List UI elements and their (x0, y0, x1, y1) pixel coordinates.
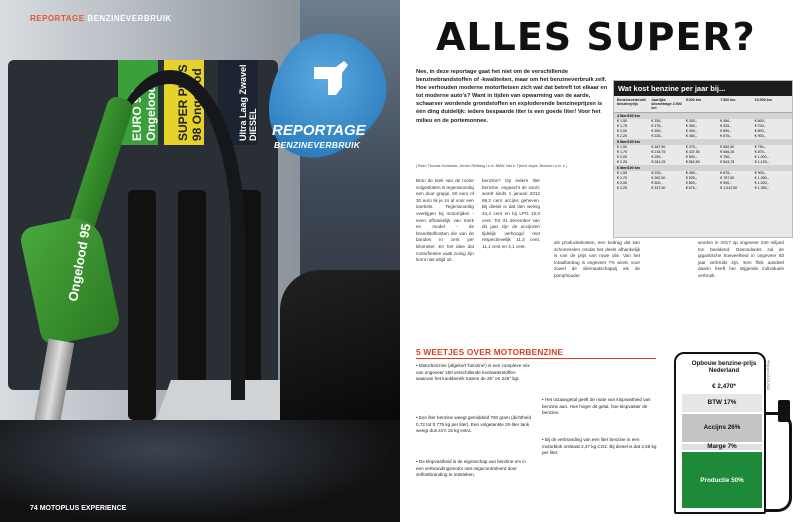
table-cell: € 225,- (651, 171, 663, 175)
reportage-badge (270, 32, 380, 182)
handle-label: Ongelood 95 (65, 222, 94, 303)
table-cell: € 1,75 (617, 150, 627, 154)
body-column: benzine? Op iedere liter benzine, ongeacht de soort, wordt sinds 1 januari 2012 69,2 cent accijns geheven. Bij diesel is dat tien weinig 43,4 cent en bij LPG 10,0 cent. Tot 31 december van dit jaar zijn de accijnzen tijdelijk verhoogd met respectievelijk 11,3 cent, 11,1 cent en 4,1 cent. (482, 178, 540, 249)
euro95-label: EURO 95 Ongelood (118, 60, 158, 145)
breakdown-segment: Accijns 26% (682, 414, 762, 442)
table-cell: € 800,- (754, 129, 766, 133)
table-cell: € 1.050,- (754, 176, 769, 180)
table-cell: € 175,- (651, 124, 663, 128)
table-cell: € 300,- (685, 119, 698, 123)
body-column: worden in 2017 op ongeveer 240 miljard ton beeldend. Desondanks zal de gigantische hoeveelheid in ongeveer 50 jaar verbruikt zijn. Een flink aandeel daarin heeft het stijgende individuele verbruik. (698, 240, 784, 278)
byline: (Tekst: Thomas Schneider, Jeroen Rietberg i.s.m. BMW, foto's: Tjeerd Jeppe, Bernard i.s.m. s.) (416, 164, 567, 168)
column-header: 10.000 km (754, 98, 772, 102)
table-cell: € 281,25 (651, 160, 666, 164)
table-cell: € 1.200,- (754, 181, 769, 185)
price-breakdown-graphic (674, 352, 794, 517)
fact-item: • Het octaangetal geeft de mate van klopvastheid van benzine aan. Hoe hoger dit getal, hoe klopvaster de benzine. (542, 397, 651, 416)
pump-outline (674, 352, 766, 514)
table-cell: € 900,- (754, 171, 766, 175)
table-cell: € 2,25 (617, 186, 627, 190)
table-cell: € 562,50 (720, 145, 735, 149)
table-section-label: 4 liter/100 km (614, 113, 792, 119)
table-cell: € 700,- (754, 124, 766, 128)
breakdown-segment: Marge 7% (682, 444, 762, 450)
table-cell: € 2,25 (617, 134, 627, 138)
fact-item: • De klopvastheid is de eigenschap van benzine om in een verbrandingsmotor niet ongecontroleerd door zelfontbranding te ontsteken. (416, 459, 526, 478)
facts-list (416, 363, 666, 513)
sidebar-title: 5 WEETJES OVER MOTORBENZINE (416, 347, 564, 357)
table-cell: € 1,50 (617, 145, 627, 149)
table-cell: € 875,- (754, 150, 766, 154)
table-cell: € 450,- (685, 171, 698, 175)
lede: Nee, in deze reportage gaat het niet om de verschillende benzinebrandstoffen of -kwaliteiten, maar om het benzineverbruik zelf. Hoe verhouden moderne motorfietsen zich wat dat betreft tot elkaar en tot moderne auto's? Want in tijden van opwarming van de aarde, schaarser wordende grondstoffen en exploderende benzineprijzen is één ding duidelijk: iedere bespaarde liter is een goede liter! Voor het milieu en de portemonnee. (416, 69, 608, 124)
table-cell: € 400,- (685, 129, 698, 133)
table-cell: € 1.012,50 (720, 186, 738, 190)
table-cell: € 787,50 (720, 176, 735, 180)
table-cell: € 450,- (685, 134, 698, 138)
table-cell: € 1.000,- (754, 155, 769, 159)
badge-subtitle: BENZINEVERBRUIK (274, 140, 361, 150)
table-row (614, 160, 792, 165)
table-cell: € 675,- (720, 171, 732, 175)
table-cell: € 1,75 (617, 176, 627, 180)
table-cell: € 300,- (651, 181, 663, 185)
column-header: Jaarlijks kilometrage 2.500 km (651, 98, 682, 110)
table-section-label: 5 liter/100 km (614, 139, 792, 145)
breakdown-title: Opbouw benzine-prijs Nederland (691, 360, 757, 374)
badge-title: REPORTAGE (272, 122, 366, 139)
table-header (614, 96, 792, 113)
table-cell: € 437,50 (685, 150, 700, 154)
table-cell: € 525,- (720, 124, 732, 128)
table-cell: € 187,50 (651, 145, 666, 149)
table-section-label: 6 liter/100 km (614, 165, 792, 171)
table-cell: € 600,- (754, 119, 766, 123)
body-columns (416, 178, 786, 338)
table-cell: € 2,00 (617, 181, 627, 185)
table-cell: € 1.350,- (754, 186, 769, 190)
table-cell: € 600,- (720, 129, 732, 133)
table-cell: € 900,- (754, 134, 766, 138)
table-cell: € 2,25 (617, 160, 627, 164)
table-title: Wat kost benzine per jaar bij... (614, 81, 792, 96)
table-cell: € 750,- (754, 145, 766, 149)
fuel-nozzle-icon (308, 57, 354, 103)
table-cell: € 600,- (685, 181, 698, 185)
table-cell: € 843,75 (720, 160, 735, 164)
breakdown-price: € 2,470* (712, 383, 736, 390)
body-column: als productiekosten, een bedrag dat kan schommelen omdat het deels afhankelijk is van de prijs van ruwe olie. Van het totaalbedrag is ongeveer 7% winst, voor zowel de oliemaatschappij als de pomphouder. (554, 240, 640, 278)
diesel-label: Ultra Laag Zwavel DIESEL (218, 60, 258, 145)
table-cell: € 675,- (720, 134, 732, 138)
superplus-label: SUPER PLUS 98 Ongelood (164, 60, 204, 145)
table-cell: € 250,- (651, 155, 663, 159)
page-folio: 74 MOTOPLUS EXPERIENCE (30, 505, 127, 512)
section-tag: REPORTAGE BENZINEVERBRUIK (30, 14, 172, 23)
fuel-nozzle-icon (778, 400, 790, 422)
column-header: Benzineverbruik/ benzineprijs (617, 98, 646, 106)
body-column: Bron de tank van de motor volgeslotten is tegenwoordig een duur grapje, 50 euro of 30 euro tik je zo af voor een toertiets. Tegenwoordig overtijgen bij motorrijden - even afhankelijk van merk en model - de brandstofkosten die van de banden in cent per kilometer. En het idee dat motorfietsen vaak zuinig zijn komt niet altijd uit. (416, 178, 474, 263)
column-header: 7.500 km (720, 98, 736, 102)
breakdown-segment: BTW 17% (682, 394, 762, 412)
table-cell: € 675,- (685, 186, 698, 190)
table-cell: € 900,- (720, 181, 732, 185)
table-cell: € 450,- (720, 119, 732, 123)
article-page (400, 0, 800, 522)
table-cell: € 350,- (685, 124, 698, 128)
table-cell: € 218,75 (651, 150, 666, 154)
table-cell: € 562,50 (685, 160, 700, 164)
table-cell: € 750,- (720, 155, 732, 159)
table-cell: € 262,50 (651, 176, 666, 180)
fact-item: • Motorbenzine (afgekort 'benzine') is een complexe mix van ongeveer 150 verschillende koolwaterstoffen waarvan het kookbereik tussen de 25° en 225° ligt. (416, 363, 530, 382)
table-cell: € 1,50 (617, 119, 627, 123)
divider (416, 358, 656, 359)
table-row (614, 134, 792, 139)
headline: ALLES SUPER? (436, 15, 756, 59)
footnote: *Prijs per 15-03-2022 (766, 360, 770, 391)
table-cell: € 2,00 (617, 155, 627, 159)
table-cell: € 200,- (651, 129, 663, 133)
pump-hose (766, 412, 792, 512)
table-cell: € 1,50 (617, 171, 627, 175)
table-cell: € 1,75 (617, 124, 627, 128)
fact-item: • Een liter benzine weegt gemiddeld 750 gram (dichtheid 0,72 tot 0,775 kg per liter). Een volgetankte 20-liter tank weegt dus zo'n 15 kg extra. (416, 415, 531, 434)
table-cell: € 150,- (651, 119, 663, 123)
breakdown-segment: Productie 50% (682, 452, 762, 508)
table-cell: € 337,50 (651, 186, 666, 190)
table-cell: € 656,25 (720, 150, 735, 154)
column-header: 5.000 km (685, 98, 701, 102)
table-cell: € 1.125,- (754, 160, 769, 164)
table-cell: € 375,- (685, 145, 698, 149)
table-cell: € 225,- (651, 134, 663, 138)
table-cell: € 500,- (685, 155, 698, 159)
table-cell: € 2,00 (617, 129, 627, 133)
table-cell: € 525,- (685, 176, 698, 180)
fact-item: • Bij de verbranding van een liter benzine in een motorblok ontstaat 2,37 kg CO2. Bij diesel is dat 2,65 kg per liter. (542, 437, 657, 456)
